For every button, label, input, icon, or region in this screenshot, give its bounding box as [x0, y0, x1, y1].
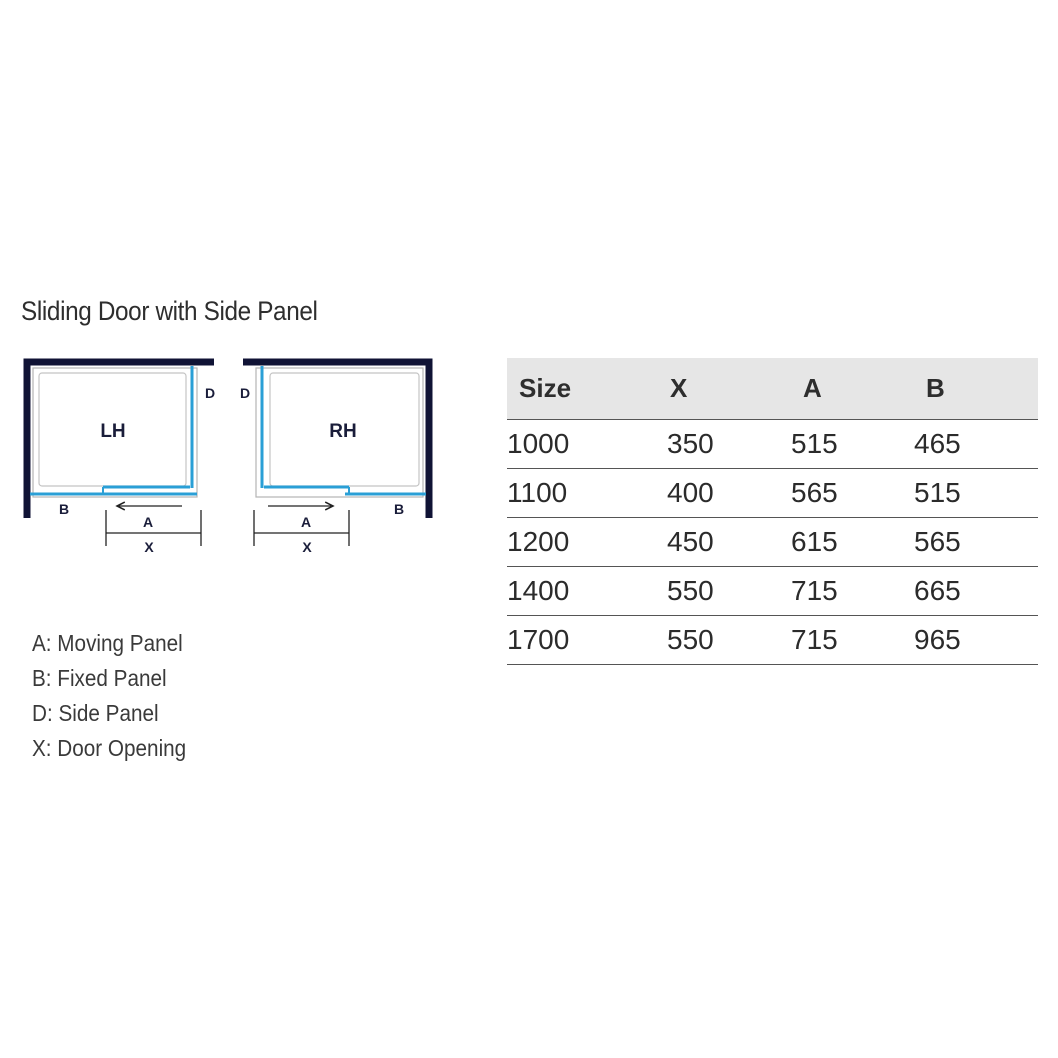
header-x: X: [667, 358, 791, 420]
header-size: Size: [507, 358, 667, 420]
cell-a: 715: [791, 616, 914, 665]
rh-fixed-label: B: [393, 501, 405, 517]
table-row: [507, 518, 1038, 567]
cell-a: 615: [791, 518, 914, 567]
cell-size: 1700: [507, 616, 667, 665]
rh-moving-dim-label: A: [300, 514, 312, 530]
legend-item: X: Door Opening: [32, 735, 187, 761]
legend-item: D: Side Panel: [32, 700, 159, 726]
rh-diagram: [240, 362, 429, 555]
cell-size: 1100: [507, 469, 667, 518]
cell-x: 550: [667, 567, 791, 616]
cell-size: 1000: [507, 420, 667, 469]
cell-b: 565: [914, 518, 1038, 567]
rh-opening-label: X: [302, 539, 312, 555]
rh-side-label: D: [239, 385, 251, 401]
lh-moving-dim-label: A: [142, 514, 154, 530]
table-row: [507, 420, 1038, 469]
cell-b: 965: [914, 616, 1038, 665]
page-title: Sliding Door with Side Panel: [21, 296, 318, 326]
table-header-row: [507, 358, 1038, 420]
lh-opening-label: X: [144, 539, 154, 555]
lh-label: LH: [100, 421, 126, 442]
table-row: [507, 616, 1038, 665]
cell-x: 400: [667, 469, 791, 518]
lh-fixed-label: B: [58, 501, 70, 517]
cell-x: 350: [667, 420, 791, 469]
cell-b: 515: [914, 469, 1038, 518]
cell-a: 715: [791, 567, 914, 616]
cell-size: 1200: [507, 518, 667, 567]
legend: [32, 626, 203, 766]
rh-label: RH: [329, 421, 357, 442]
cell-a: 565: [791, 469, 914, 518]
size-table: [507, 358, 1038, 665]
lh-side-label: D: [204, 385, 216, 401]
table-row: [507, 469, 1038, 518]
lh-diagram: [27, 362, 215, 555]
cell-x: 450: [667, 518, 791, 567]
legend-item: B: Fixed Panel: [32, 665, 167, 691]
header-a: A: [791, 358, 914, 420]
cell-size: 1400: [507, 567, 667, 616]
cell-a: 515: [791, 420, 914, 469]
legend-item: A: Moving Panel: [32, 630, 183, 656]
table-row: [507, 567, 1038, 616]
header-b: B: [914, 358, 1038, 420]
cell-b: 465: [914, 420, 1038, 469]
shower-layout-diagram: [0, 345, 450, 565]
cell-b: 665: [914, 567, 1038, 616]
cell-x: 550: [667, 616, 791, 665]
